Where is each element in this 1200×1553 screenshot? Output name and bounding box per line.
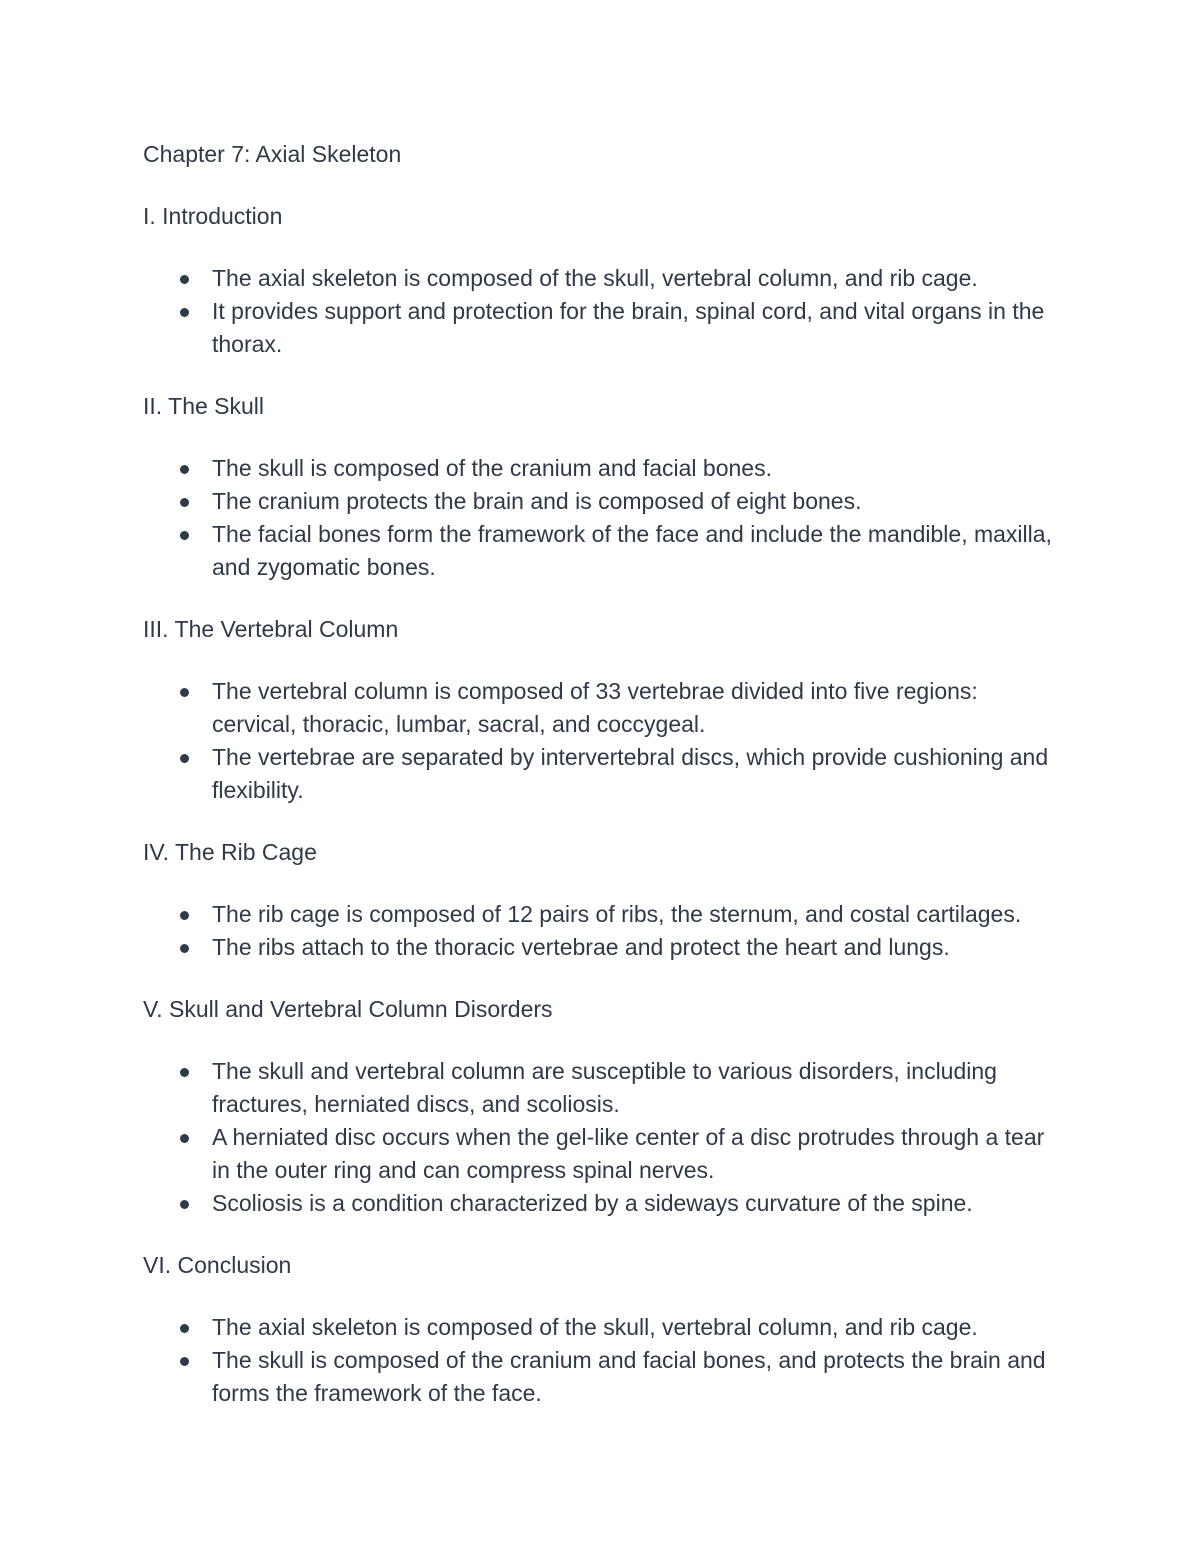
list-item	[212, 262, 1063, 295]
list-item	[212, 295, 1063, 361]
bullet-dot-icon	[180, 911, 189, 920]
bullet-dot-icon	[180, 1200, 189, 1209]
list-item	[212, 518, 1063, 584]
document-page	[143, 138, 1063, 1439]
bullet-dot-icon	[180, 498, 189, 507]
list-item	[212, 1344, 1063, 1410]
bullet-list	[143, 898, 1063, 964]
list-item-text: The axial skeleton is composed of the skull, vertebral column, and rib cage.	[212, 1314, 978, 1340]
list-item	[212, 741, 1063, 807]
bullet-list	[143, 452, 1063, 584]
list-item	[212, 1121, 1063, 1187]
bullet-dot-icon	[180, 275, 189, 284]
list-item	[212, 1311, 1063, 1344]
bullet-dot-icon	[180, 1068, 189, 1077]
bullet-list	[143, 675, 1063, 807]
list-item	[212, 1055, 1063, 1121]
document-title: Chapter 7: Axial Skeleton	[143, 141, 402, 167]
bullet-dot-icon	[180, 1134, 189, 1143]
bullet-list	[143, 1055, 1063, 1220]
bullet-dot-icon	[180, 308, 189, 317]
bullet-dot-icon	[180, 531, 189, 540]
section-heading: VI. Conclusion	[143, 1252, 292, 1278]
bullet-dot-icon	[180, 1357, 189, 1366]
list-item	[212, 898, 1063, 931]
list-item	[212, 452, 1063, 485]
section-heading: II. The Skull	[143, 393, 265, 419]
list-item-text: The vertebrae are separated by intervertebral discs, which provide cushioning and flexibility.	[212, 744, 1049, 803]
list-item-text: The facial bones form the framework of the face and include the mandible, maxilla, and zygomatic bones.	[212, 521, 1052, 580]
list-item-text: A herniated disc occurs when the gel-like center of a disc protrudes through a tear in the outer ring and can compress spinal nerves.	[212, 1124, 1045, 1183]
list-item-text: It provides support and protection for the brain, spinal cord, and vital organs in the thorax.	[212, 298, 1045, 357]
list-item	[212, 675, 1063, 741]
list-item	[212, 931, 1063, 964]
section-heading: IV. The Rib Cage	[143, 839, 317, 865]
section-heading: III. The Vertebral Column	[143, 616, 399, 642]
section-heading: V. Skull and Vertebral Column Disorders	[143, 996, 553, 1022]
bullet-list	[143, 1311, 1063, 1410]
bullet-dot-icon	[180, 754, 189, 763]
list-item-text: The ribs attach to the thoracic vertebrae and protect the heart and lungs.	[212, 934, 950, 960]
bullet-dot-icon	[180, 944, 189, 953]
section-heading: I. Introduction	[143, 203, 283, 229]
bullet-dot-icon	[180, 465, 189, 474]
bullet-dot-icon	[180, 688, 189, 697]
bullet-dot-icon	[180, 1324, 189, 1333]
list-item	[212, 1187, 1063, 1220]
list-item-text: The skull and vertebral column are susceptible to various disorders, including fractures, herniated discs, and scoliosis.	[212, 1058, 997, 1117]
list-item	[212, 485, 1063, 518]
bullet-list	[143, 262, 1063, 361]
list-item-text: The vertebral column is composed of 33 vertebrae divided into five regions: cervical, thoracic, lumbar, sacral, and coccygeal.	[212, 678, 978, 737]
list-item-text: The rib cage is composed of 12 pairs of ribs, the sternum, and costal cartilages.	[212, 901, 1022, 927]
list-item-text: The cranium protects the brain and is composed of eight bones.	[212, 488, 862, 514]
list-item-text: Scoliosis is a condition characterized by a sideways curvature of the spine.	[212, 1190, 973, 1216]
document-sections	[143, 200, 1063, 1410]
list-item-text: The axial skeleton is composed of the skull, vertebral column, and rib cage.	[212, 265, 978, 291]
list-item-text: The skull is composed of the cranium and facial bones, and protects the brain and forms the framework of the face.	[212, 1347, 1046, 1406]
list-item-text: The skull is composed of the cranium and facial bones.	[212, 455, 772, 481]
